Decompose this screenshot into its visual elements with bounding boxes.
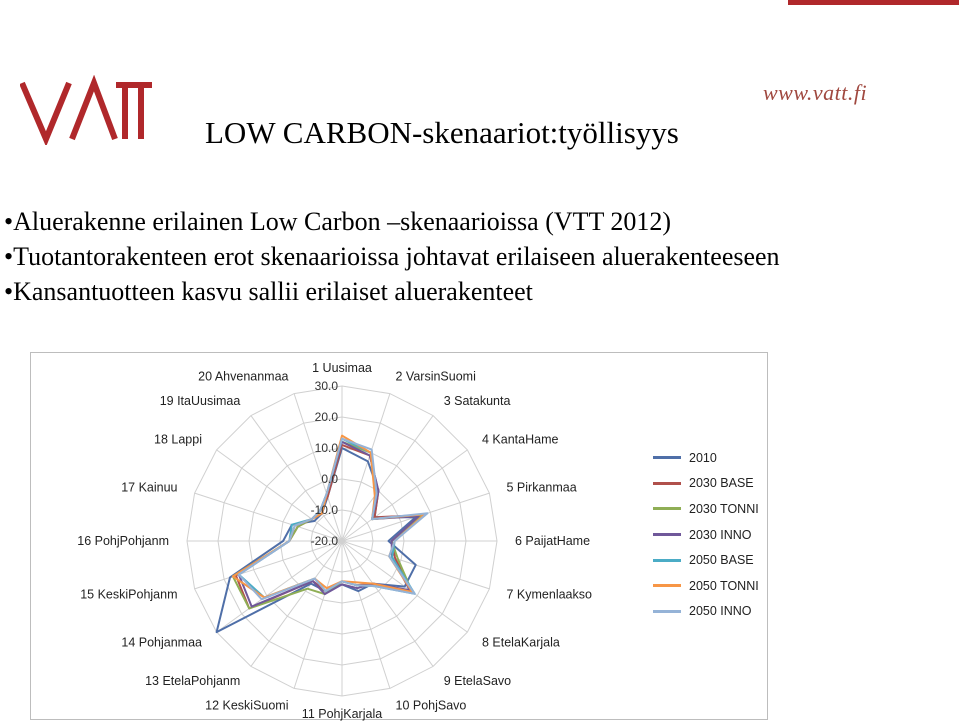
category-label: 13 EtelaPohjanm [145, 674, 241, 688]
category-label: 6 PaijatHame [515, 534, 591, 548]
legend-item [653, 445, 765, 471]
category-label: 4 KantaHame [482, 432, 559, 447]
legend-item [653, 471, 765, 497]
grid-spoke [342, 541, 390, 688]
tick-label: 20.0 [314, 410, 338, 424]
category-label: 7 Kymenlaakso [506, 587, 592, 602]
tick-label: 10.0 [314, 441, 338, 455]
bullet-item: •Aluerakenne erilainen Low Carbon –skenaarioissa (VTT 2012) [4, 207, 672, 236]
category-label: 8 EtelaKarjala [482, 635, 560, 650]
legend-item [653, 522, 765, 548]
tick-label: 0.0 [321, 472, 338, 486]
legend-item [653, 496, 765, 522]
site-url: www.vatt.fi [763, 80, 868, 105]
category-label: 12 KeskiSuomi [205, 698, 289, 713]
bullet-item: •Kansantuotteen kasvu sallii erilaiset aluerakenteet [4, 277, 533, 306]
grid-spoke [342, 541, 433, 666]
legend-swatch [653, 533, 681, 536]
grid-spoke [217, 450, 342, 541]
legend-swatch [653, 482, 681, 485]
legend-item [653, 547, 765, 573]
legend-swatch [653, 456, 681, 459]
legend-swatch [653, 584, 681, 587]
legend-label: 2050 TONNI [689, 578, 759, 593]
legend-swatch [653, 610, 681, 613]
category-label: 3 Satakunta [443, 394, 511, 408]
corner-accent-bar [788, 0, 959, 5]
legend-label: 2050 BASE [689, 553, 754, 568]
series-line [233, 442, 422, 609]
legend-item [653, 599, 765, 625]
tick-label: 30.0 [314, 379, 338, 393]
category-label: 10 PohjSavo [395, 698, 467, 713]
grid-spoke [342, 416, 433, 541]
category-label: 19 ItaUusimaa [159, 394, 241, 408]
tick-label: -10.0 [310, 503, 338, 517]
category-label: 2 VarsinSuomi [395, 369, 476, 384]
category-label: 18 Lappi [154, 432, 202, 447]
legend-label: 2010 [689, 450, 717, 465]
legend-swatch [653, 507, 681, 510]
page-title: LOW CARBON-skenaariot:työllisyys [205, 115, 679, 150]
grid-spoke [294, 541, 342, 688]
radar-chart [30, 352, 768, 720]
bullet-list [4, 204, 904, 309]
category-label: 15 KeskiPohjanm [80, 587, 178, 602]
category-label: 16 PohjPohjanm [77, 534, 169, 548]
category-label: 11 PohjKarjala [301, 707, 383, 721]
legend-label: 2030 INNO [689, 527, 752, 542]
bullet-item: •Tuotantorakenteen erot skenaarioissa johtavat erilaiseen aluerakenteeseen [4, 242, 780, 271]
category-label: 20 Ahvenanmaa [198, 369, 289, 384]
category-label: 17 Kainuu [121, 480, 178, 495]
category-label: 1 Uusimaa [312, 361, 372, 375]
category-label: 14 Pohjanmaa [121, 635, 202, 650]
chart-legend [653, 445, 765, 624]
legend-label: 2030 TONNI [689, 501, 759, 516]
category-label: 9 EtelaSavo [443, 674, 512, 688]
legend-item [653, 573, 765, 599]
category-label: 5 Pirkanmaa [506, 480, 577, 495]
tick-label: -20.0 [310, 534, 338, 548]
legend-label: 2030 BASE [689, 476, 754, 491]
legend-label: 2050 INNO [689, 604, 752, 619]
vatt-logo [20, 75, 160, 145]
legend-swatch [653, 559, 681, 562]
